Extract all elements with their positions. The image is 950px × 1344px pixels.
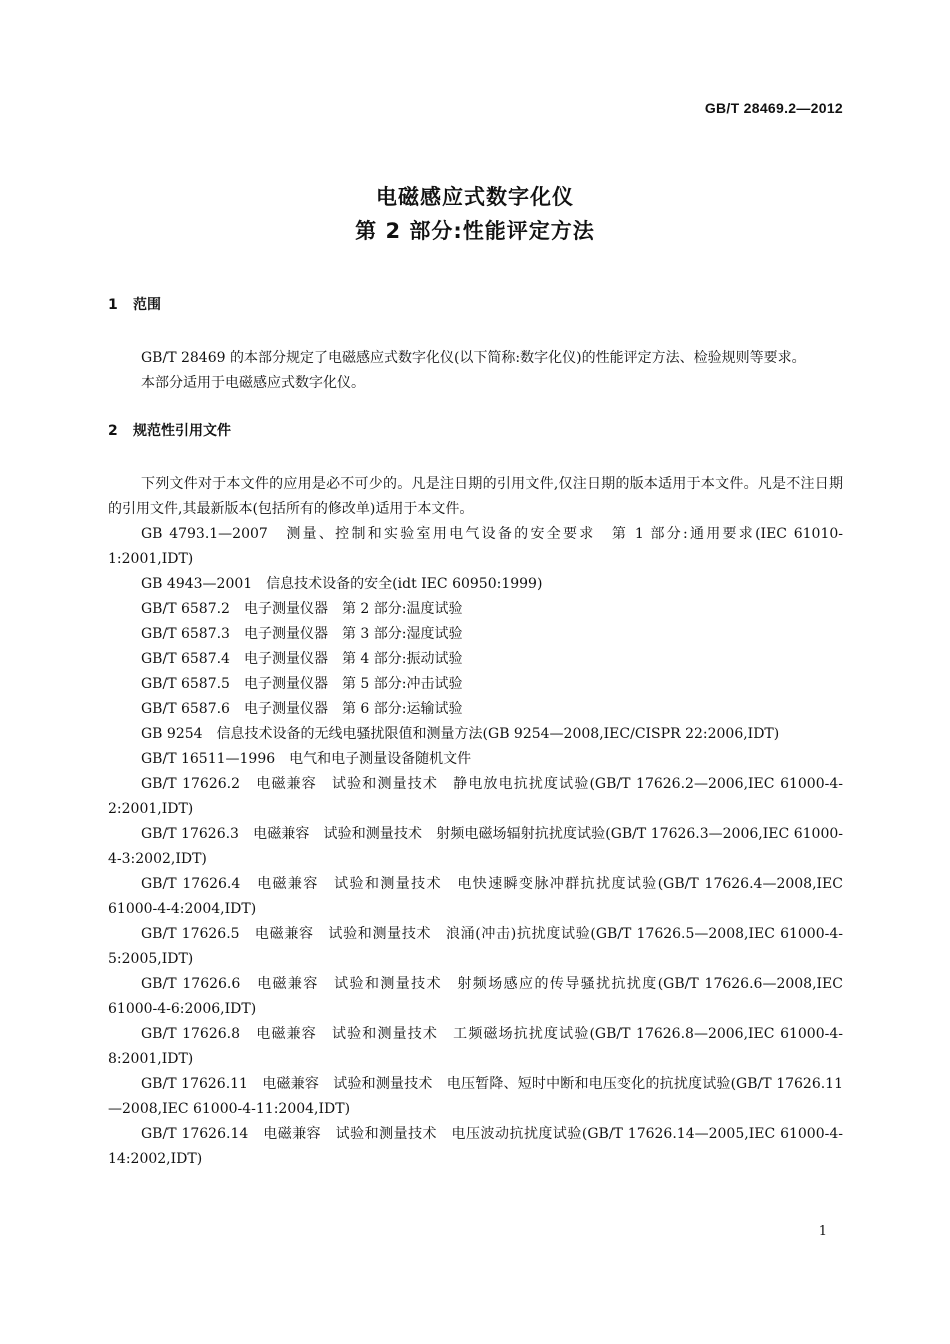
section-heading-normative-references (108, 421, 843, 441)
title-line-2: 第 2 部分:性能评定方法 (355, 219, 595, 243)
section-number: 2 (108, 423, 118, 439)
paragraph: 本部分适用于电磁感应式数字化仪。 (141, 375, 365, 391)
reference-item: GB/T 16511—1996 电气和电子测量设备随机文件 (141, 751, 472, 767)
paragraph: GB/T 28469 的本部分规定了电磁感应式数字化仪(以下简称:数字化仪)的性能评定方法、检验规则等要求。 (141, 350, 806, 366)
reference-item: GB/T 17626.2 电磁兼容 试验和测量技术 静电放电抗扰度试验(GB/T 17626.2—2006,IEC 61000-4-2:2001,IDT) (108, 776, 843, 817)
page-number: 1 (818, 1224, 827, 1239)
document-body (108, 295, 843, 1172)
reference-item: GB 4793.1—2007 测量、控制和实验室用电气设备的安全要求 第 1 部分:通用要求(IEC 61010-1:2001,IDT) (108, 526, 843, 567)
title-line-1: 电磁感应式数字化仪 (376, 185, 574, 209)
reference-item: GB 9254 信息技术设备的无线电骚扰限值和测量方法(GB 9254—2008,IEC/CISPR 22:2006,IDT) (141, 726, 780, 742)
reference-item: GB/T 17626.3 电磁兼容 试验和测量技术 射频电磁场辐射抗扰度试验(GB/T 17626.3—2006,IEC 61000-4-3:2002,IDT) (108, 826, 843, 867)
paragraph: 下列文件对于本文件的应用是必不可少的。凡是注日期的引用文件,仅注日期的版本适用于本文件。凡是不注日期的引用文件,其最新版本(包括所有的修改单)适用于本文件。 (108, 476, 843, 517)
section-title: 范围 (133, 297, 161, 313)
reference-item: GB/T 17626.5 电磁兼容 试验和测量技术 浪涌(冲击)抗扰度试验(GB/T 17626.5—2008,IEC 61000-4-5:2005,IDT) (108, 926, 843, 967)
section-number: 1 (108, 297, 118, 313)
section-heading-scope (108, 295, 843, 315)
reference-item: GB/T 6587.4 电子测量仪器 第 4 部分:振动试验 (141, 651, 463, 667)
reference-item: GB/T 6587.3 电子测量仪器 第 3 部分:湿度试验 (141, 626, 463, 642)
reference-item: GB/T 6587.6 电子测量仪器 第 6 部分:运输试验 (141, 701, 463, 717)
reference-item: GB/T 17626.8 电磁兼容 试验和测量技术 工频磁场抗扰度试验(GB/T 17626.8—2006,IEC 61000-4-8:2001,IDT) (108, 1026, 843, 1067)
standard-code: GB/T 28469.2—2012 (704, 100, 843, 116)
reference-item: GB 4943—2001 信息技术设备的安全(idt IEC 60950:1999) (141, 576, 543, 592)
reference-item: GB/T 17626.4 电磁兼容 试验和测量技术 电快速瞬变脉冲群抗扰度试验(GB/T 17626.4—2008,IEC 61000-4-4:2004,IDT) (108, 876, 843, 917)
reference-item: GB/T 17626.11 电磁兼容 试验和测量技术 电压暂降、短时中断和电压变化的抗扰度试验(GB/T 17626.11—2008,IEC 61000-4-11:2004,IDT) (108, 1076, 843, 1117)
reference-item: GB/T 6587.2 电子测量仪器 第 2 部分:温度试验 (141, 601, 463, 617)
section-title: 规范性引用文件 (133, 423, 231, 439)
reference-item: GB/T 17626.6 电磁兼容 试验和测量技术 射频场感应的传导骚扰抗扰度(GB/T 17626.6—2008,IEC 61000-4-6:2006,IDT) (108, 976, 843, 1017)
document-title (0, 180, 950, 248)
reference-item: GB/T 6587.5 电子测量仪器 第 5 部分:冲击试验 (141, 676, 463, 692)
reference-item: GB/T 17626.14 电磁兼容 试验和测量技术 电压波动抗扰度试验(GB/T 17626.14—2005,IEC 61000-4-14:2002,IDT) (108, 1126, 843, 1167)
